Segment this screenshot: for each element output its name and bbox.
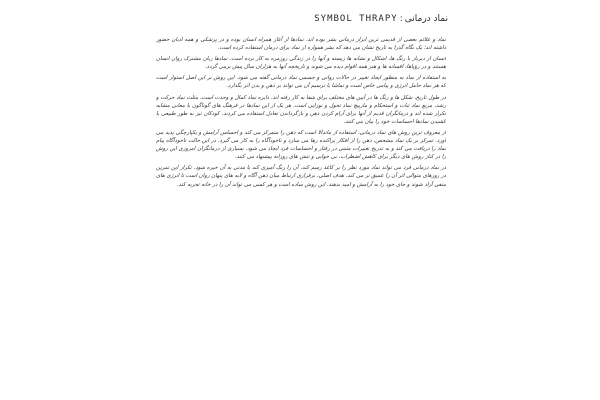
page-title-persian: نماد درمانی bbox=[404, 14, 448, 24]
paragraph-2: انسان از دیرباز با رنگ ها، اشکال و نشانه ها زیسته و آنها را در زندگی روزمره به کار برده است. نمادها زبان مشترک روان انسان هستند و در رؤیاها، افسانه ها و هنر همه اقوام دیده می شوند و تاریخچه آنها به هزاران سال پیش برمی گردد. bbox=[156, 56, 446, 71]
scanned-page bbox=[150, 8, 450, 394]
page-title-english: SYMBOL THRAPY bbox=[314, 14, 398, 24]
paragraph-6: در نماد درمانی فرد می تواند نماد مورد نظر را بر کاغذ رسم کند، آن را رنگ آمیزی کند یا مدتی به آن خیره شود. تکرار این تمرین در روزهای متوالی اثر آن را عمیق تر می کند. هدف اصلی، برقراری ارتباط میان ذهن آگاه و لایه های پنهان روان است تا انرژی های منفی آزاد شوند و جای خود را به آرامش و امید بدهند. این روش ساده است و هر کسی می تواند آن را در خانه تجربه کند. bbox=[156, 165, 446, 188]
paragraph-5: از معروف ترین روش های نماد درمانی، استفاده از ماندالا است که ذهن را متمرکز می کند و احساس آرامش و یکپارچگی پدید می آورد. تمرکز بر یک نماد مشخص، ذهن را از افکار پراکنده رها می سازد و ناخودآگاه را به کار می گیرد. در این حالت ناخودآگاه پیام نماد را دریافت می کند و به تدریج تغییرات مثبتی در رفتار و احساسات فرد ایجاد می شود. بسیاری از درمانگران امروزی این روش را در کنار روش های دیگر برای کاهش اضطراب، بی خوابی و تنش های روزانه پیشنهاد می کنند. bbox=[156, 129, 446, 161]
title-separator: : bbox=[399, 14, 403, 24]
paragraph-4: در طول تاریخ، شکل ها و رنگ ها در آیین های مختلف برای شفا به کار رفته اند. دایره نماد کمال و وحدت است، مثلث نماد حرکت و رشد، مربع نماد ثبات و استحکام و مارپیچ نماد تحول و نوزایی است. هر یک از این نمادها در فرهنگ های گوناگون با معانی مشابه تکرار شده اند و درمانگران قدیم از آنها برای آرام کردن ذهن و بازگرداندن تعادل استفاده می کردند. کودکان نیز به طور طبیعی با کشیدن نمادها احساسات خود را بیان می کنند. bbox=[156, 94, 446, 125]
handwritten-body bbox=[156, 36, 446, 392]
page-title bbox=[314, 14, 448, 24]
paragraph-1: نماد و علائم بعضی از قدیمی ترین ابزار درمانی بشر بوده اند. نمادها از آغاز همراه انسان بوده و در پزشکی و همه ادیان حضور داشته اند؛ یک نگاه گذرا به تاریخ نشان می دهد که بشر همواره از نماد برای درمان استفاده کرده است. bbox=[156, 37, 446, 52]
paragraph-3: به استفاده از نماد به منظور ایجاد تغییر در حالات روانی و جسمی نماد درمانی گفته می شود. این روش بر این اصل استوار است که هر نماد حامل انرژی و پیامی خاص است و تماشا یا ترسیم آن می تواند بر ذهن و بدن اثر بگذارد. bbox=[156, 75, 446, 90]
